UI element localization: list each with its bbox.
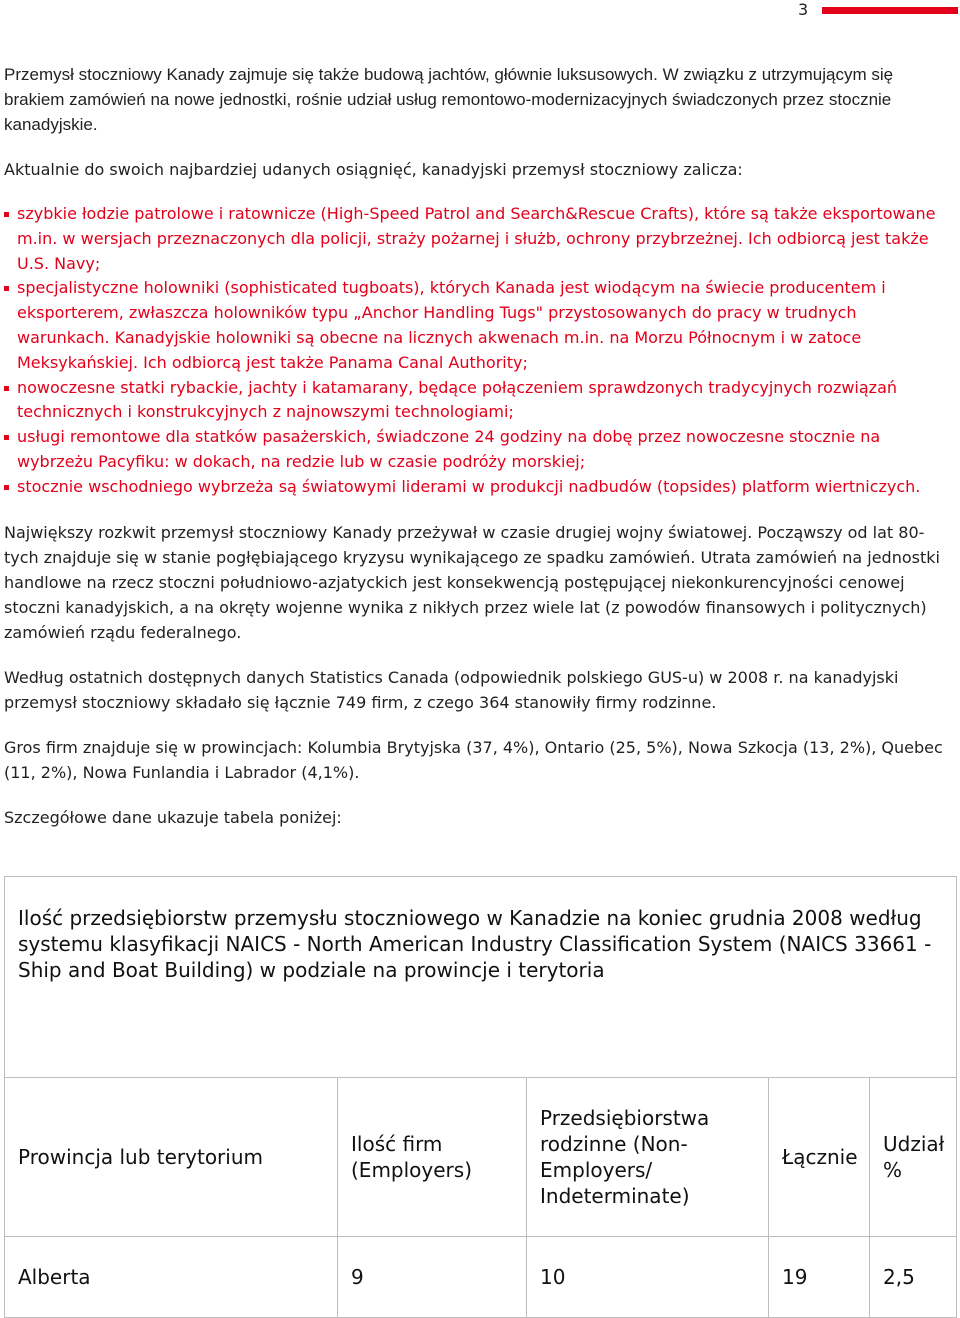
list-item-text: stocznie wschodniego wybrzeża są światowymi liderami w produkcji nadbudów (topsides) platform wiertniczych. — [17, 476, 921, 496]
table-row — [5, 1237, 957, 1318]
list-item-text: specjalistyczne holowniki (sophisticated tugboats), których Kanada jest wiodącym na świecie producentem i eksporterem, zwłaszcza holowników typu „Anchor Handling Tugs" przystosowanych do pracy w trudnych warunkach. Kanadyjskie holowniki są obecne na licznych akwenach m.in. na Morzu Północnym i w zatoce Meksykańskiej. Ich odbiorcą jest także Panama Canal Authority; — [17, 278, 886, 372]
list-item-text: usługi remontowe dla statków pasażerskich, świadczone 24 godziny na dobę przez nowoczesne stocznie na wybrzeżu Pacyfiku: w dokach, na redzie lub w czasie podróży morskiej; — [17, 427, 881, 471]
bullet-icon — [4, 286, 9, 291]
table-cell: Alberta — [5, 1237, 338, 1318]
column-header: Ilość firm (Employers) — [338, 1078, 527, 1237]
column-header: Przedsiębiorstwa rodzinne (Non-Employers/ Indeterminate) — [527, 1078, 769, 1237]
bullet-icon — [4, 485, 9, 490]
column-header: Udział % — [870, 1078, 957, 1237]
bullet-icon — [4, 435, 9, 440]
table-intro: Szczegółowe dane ukazuje tabela poniżej: — [4, 807, 342, 827]
shipbuilding-firms-table — [4, 876, 957, 1318]
table-cell: 2,5 — [870, 1237, 957, 1318]
table-header-row — [5, 1078, 957, 1237]
achievements-list — [4, 202, 948, 500]
table-cell: 10 — [527, 1237, 769, 1318]
bullet-icon — [4, 386, 9, 391]
list-item — [4, 276, 948, 375]
list-item — [4, 425, 948, 475]
history-paragraph: Największy rozkwit przemysł stoczniowy Kanady przeżywał w czasie drugiej wojny światowej. Począwszy od lat 80-tych znajduje się w stanie pogłębiającego kryzysu wynikającego ze spadku zamówień. Utrata zamówień na jednostki handlowe na rzecz stoczni południowo-azjatyckich jest konsekwencją postępującej niekonkurencyjności cenowej stoczni kanadyjskich, a na okręty wojenne wynika z nikłych przez wiele lat (z powodów finansowych i politycznych) zamówień rządu federalnego. — [4, 522, 940, 642]
bullet-icon — [4, 212, 9, 217]
table-cell: 19 — [769, 1237, 870, 1318]
column-header: Prowincja lub terytorium — [5, 1078, 338, 1237]
list-item — [4, 376, 948, 426]
column-header: Łącznie — [769, 1078, 870, 1237]
page-number: 3 — [798, 0, 809, 19]
table-cell: 9 — [338, 1237, 527, 1318]
list-item-text: szybkie łodzie patrolowe i ratownicze (High-Speed Patrol and Search&Rescue Crafts), które są także eksportowane m.in. w wersjach przeznaczonych dla policji, straży pożarnej i służb, ochrony przybrzeżnej. Ich odbiorcą jest także U.S. Navy; — [17, 204, 936, 273]
intro-paragraph: Przemysł stoczniowy Kanady zajmuje się także budową jachtów, głównie luksusowych. W związku z utrzymującym się brakiem zamówień na nowe jednostki, rośnie udział usług remontowo-modernizacyjnych świadczonych przez stocznie kanadyjskie. — [4, 65, 894, 134]
table-caption: Ilość przedsiębiorstw przemysłu stoczniowego w Kanadzie na koniec grudnia 2008 według systemu klasyfikacji NAICS - North American Industry Classification System (NAICS 33661 - Ship and Boat Building) w podziale na prowincje i terytoria — [5, 877, 957, 1078]
header-accent-bar — [822, 7, 958, 14]
provinces-paragraph: Gros firm znajduje się w prowincjach: Kolumbia Brytyjska (37, 4%), Ontario (25, 5%), Nowa Szkocja (13, 2%), Quebec (11, 2%), Nowa Funlandia i Labrador (4,1%). — [4, 737, 943, 782]
achievements-intro: Aktualnie do swoich najbardziej udanych osiągnięć, kanadyjski przemysł stoczniowy zalicza: — [4, 160, 743, 179]
list-item — [4, 475, 948, 500]
statistics-paragraph: Według ostatnich dostępnych danych Statistics Canada (odpowiednik polskiego GUS-u) w 2008 r. na kanadyjski przemysł stoczniowy składało się łącznie 749 firm, z czego 364 stanowiły firmy rodzinne. — [4, 667, 899, 712]
document-body — [4, 62, 948, 850]
list-item-text: nowoczesne statki rybackie, jachty i katamarany, będące połączeniem sprawdzonych tradycyjnych rozwiązań technicznych i konstrukcyjnych z najnowszymi technologiami; — [17, 377, 898, 422]
list-item — [4, 202, 948, 276]
